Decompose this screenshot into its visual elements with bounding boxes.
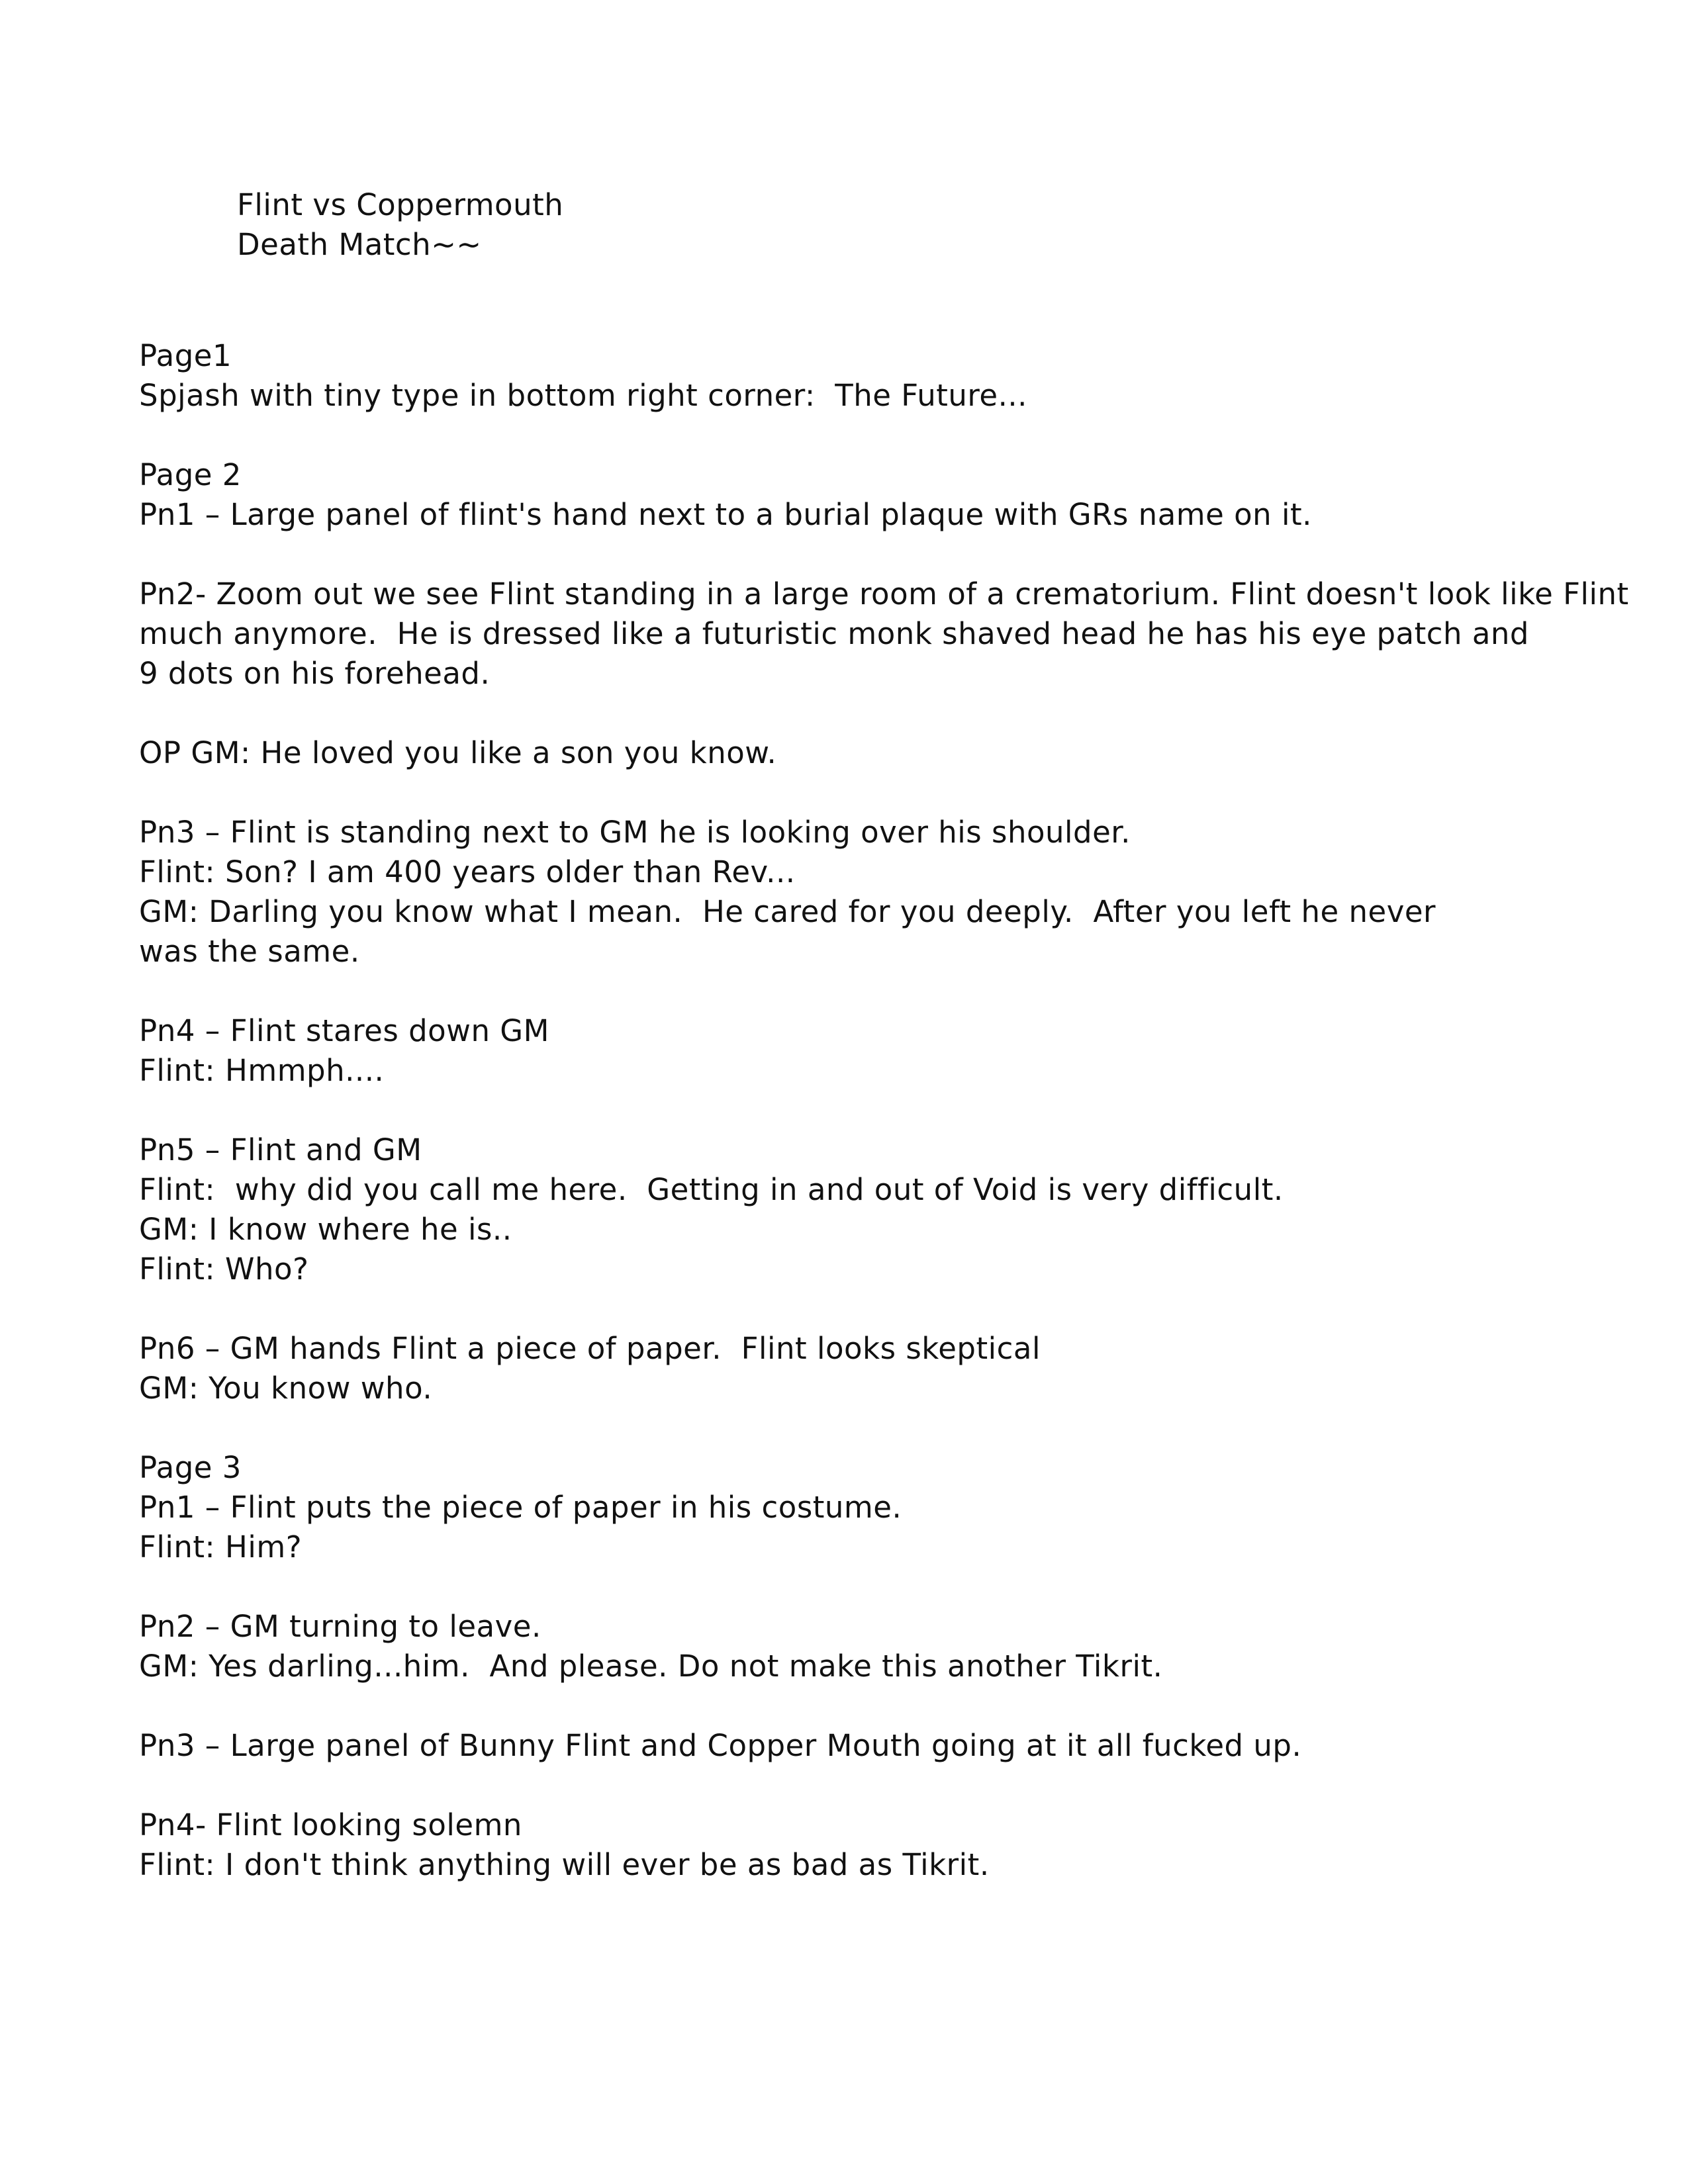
- panel-description: Pn6 – GM hands Flint a piece of paper. Flint looks skeptical: [139, 1331, 1041, 1366]
- panel-description: Pn2- Zoom out we see Flint standing in a large room of a crematorium. Flint doesn't look like Flint: [139, 576, 1629, 612]
- dialogue-line: GM: I know where he is..: [139, 1212, 512, 1247]
- panel-description: Pn1 – Flint puts the piece of paper in his costume.: [139, 1490, 902, 1525]
- page-heading: Page 3: [139, 1450, 242, 1485]
- dialogue-line: Flint: Him?: [139, 1529, 303, 1565]
- panel-description: Pn1 – Large panel of flint's hand next to a burial plaque with GRs name on it.: [139, 497, 1312, 532]
- script-line: much anymore. He is dressed like a futuristic monk shaved head he has his eye patch and: [139, 616, 1529, 651]
- panel-description: Pn4 – Flint stares down GM: [139, 1013, 549, 1048]
- dialogue-line: Flint: why did you call me here. Getting in and out of Void is very difficult.: [139, 1172, 1284, 1207]
- dialogue-line: GM: Darling you know what I mean. He cared for you deeply. After you left he never: [139, 894, 1436, 929]
- panel-description: Pn4- Flint looking solemn: [139, 1807, 522, 1843]
- panel-description: Pn2 – GM turning to leave.: [139, 1609, 541, 1644]
- panel-description: Pn3 – Flint is standing next to GM he is looking over his shoulder.: [139, 815, 1131, 850]
- dialogue-line: GM: You know who.: [139, 1371, 433, 1406]
- dialogue-line: Flint: Son? I am 400 years older than Rev...: [139, 854, 796, 889]
- dialogue-line: Flint: Who?: [139, 1251, 309, 1287]
- title-line-2: Death Match~~: [237, 227, 482, 262]
- dialogue-line: was the same.: [139, 934, 360, 969]
- dialogue-line: OP GM: He loved you like a son you know.: [139, 735, 777, 770]
- dialogue-line: Flint: Hmmph....: [139, 1053, 385, 1088]
- page-heading: Page 2: [139, 457, 242, 492]
- title-line-1: Flint vs Coppermouth: [237, 187, 564, 222]
- dialogue-line: Flint: I don't think anything will ever be as bad as Tikrit.: [139, 1847, 990, 1882]
- script-line: Spjash with tiny type in bottom right corner: The Future...: [139, 378, 1027, 413]
- panel-description: Pn5 – Flint and GM: [139, 1132, 422, 1167]
- dialogue-line: GM: Yes darling...him. And please. Do not make this another Tikrit.: [139, 1649, 1163, 1684]
- script-line: 9 dots on his forehead.: [139, 656, 491, 691]
- page-heading: Page1: [139, 338, 232, 373]
- panel-description: Pn3 – Large panel of Bunny Flint and Copper Mouth going at it all fucked up.: [139, 1728, 1302, 1763]
